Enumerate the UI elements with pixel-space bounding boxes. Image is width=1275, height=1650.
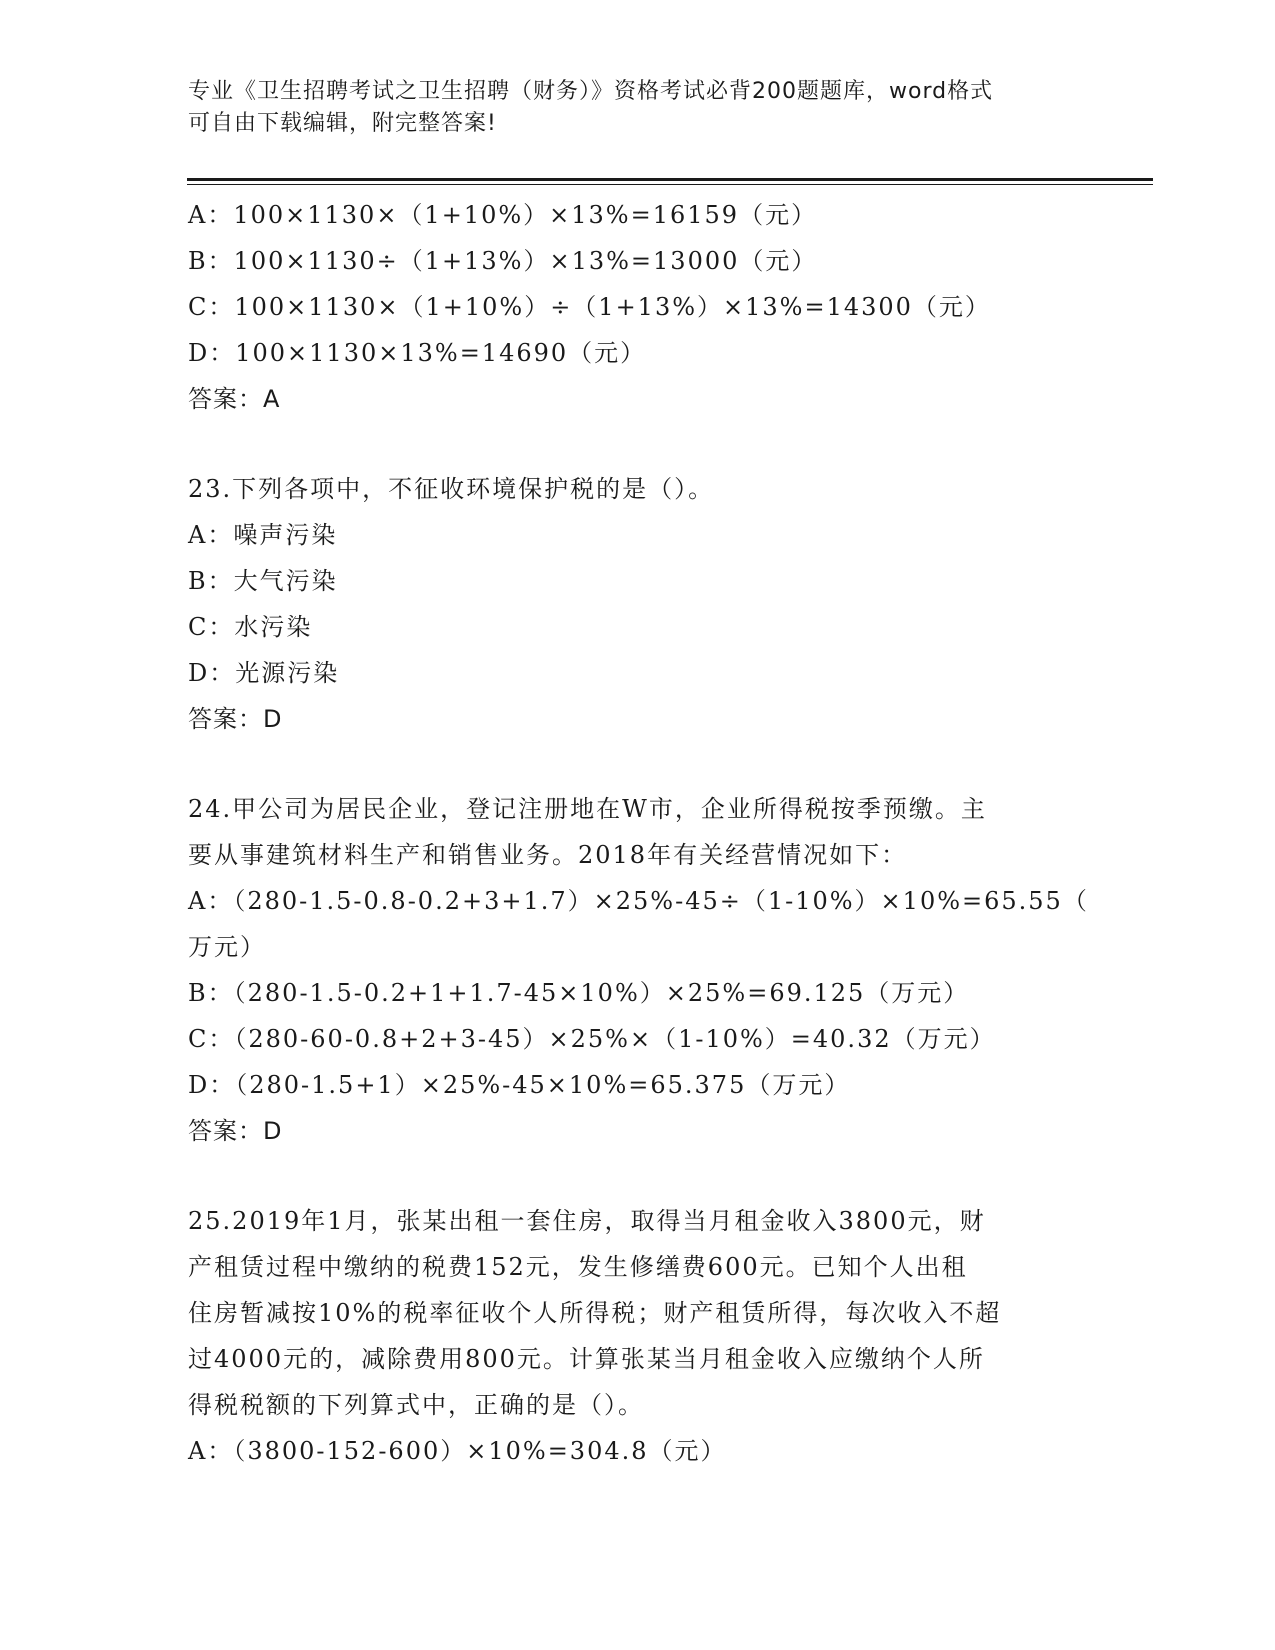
- document-body: [188, 192, 1088, 1474]
- q22-option-d: D：100×1130×13%=14690（元）: [188, 339, 647, 367]
- document-header: [188, 76, 1088, 140]
- header-divider-thick: [187, 178, 1153, 181]
- question-22: [188, 192, 1088, 422]
- q24-option-b: B：（280-1.5-0.2+1+1.7-45×10%）×25%=69.125（万元）: [188, 979, 970, 1007]
- q24-option-a-line-2: 万元）: [188, 933, 266, 961]
- q23-option-c: C：水污染: [188, 613, 313, 641]
- q25-question-line-2: 产租赁过程中缴纳的税费152元，发生修缮费600元。已知个人出租: [188, 1253, 968, 1281]
- q23-option-b: B：大气污染: [188, 567, 338, 595]
- q24-option-d: D：（280-1.5+1）×25%-45×10%=65.375（万元）: [188, 1071, 851, 1099]
- q24-option-c: C：（280-60-0.8+2+3-45）×25%×（1-10%）=40.32（万元）: [188, 1025, 996, 1053]
- q22-option-c: C：100×1130×（1+10%）÷（1+13%）×13%=14300（元）: [188, 293, 991, 321]
- header-title-line-1: 专业《卫生招聘考试之卫生招聘（财务）》资格考试必背200题题库，word格式: [188, 79, 994, 104]
- question-24: [188, 786, 1088, 1154]
- q22-option-a: A：100×1130×（1+10%）×13%=16159（元）: [188, 201, 818, 229]
- header-divider-thin: [187, 184, 1153, 185]
- q25-question-line-4: 过4000元的，减除费用800元。计算张某当月租金收入应缴纳个人所: [188, 1345, 985, 1373]
- q24-question-line-1: 24.甲公司为居民企业，登记注册地在W市，企业所得税按季预缴。主: [188, 795, 987, 823]
- q23-answer: 答案：D: [188, 705, 283, 733]
- q24-question-line-2: 要从事建筑材料生产和销售业务。2018年有关经营情况如下：: [188, 841, 908, 869]
- header-title-line-2: 可自由下载编辑，附完整答案!: [188, 111, 497, 136]
- q25-question-line-1: 25.2019年1月，张某出租一套住房，取得当月租金收入3800元，财: [188, 1207, 986, 1235]
- q25-option-a: A：（3800-152-600）×10%=304.8（元）: [188, 1437, 727, 1465]
- q23-option-d: D：光源污染: [188, 659, 340, 687]
- q23-option-a: A：噪声污染: [188, 521, 338, 549]
- q24-option-a-line-1: A：（280-1.5-0.8-0.2+3+1.7）×25%-45÷（1-10%）×10%=65.55（: [188, 887, 1089, 915]
- q22-answer: 答案：A: [188, 385, 281, 413]
- q22-option-b: B：100×1130÷（1+13%）×13%=13000（元）: [188, 247, 818, 275]
- q23-question: 23.下列各项中，不征收环境保护税的是（）。: [188, 475, 715, 503]
- q24-answer: 答案：D: [188, 1117, 283, 1145]
- question-23: [188, 466, 1088, 742]
- q25-question-line-3: 住房暂减按10%的税率征收个人所得税；财产租赁所得，每次收入不超: [188, 1299, 1002, 1327]
- q25-question-line-5: 得税税额的下列算式中，正确的是（）。: [188, 1391, 644, 1419]
- question-25: [188, 1198, 1088, 1474]
